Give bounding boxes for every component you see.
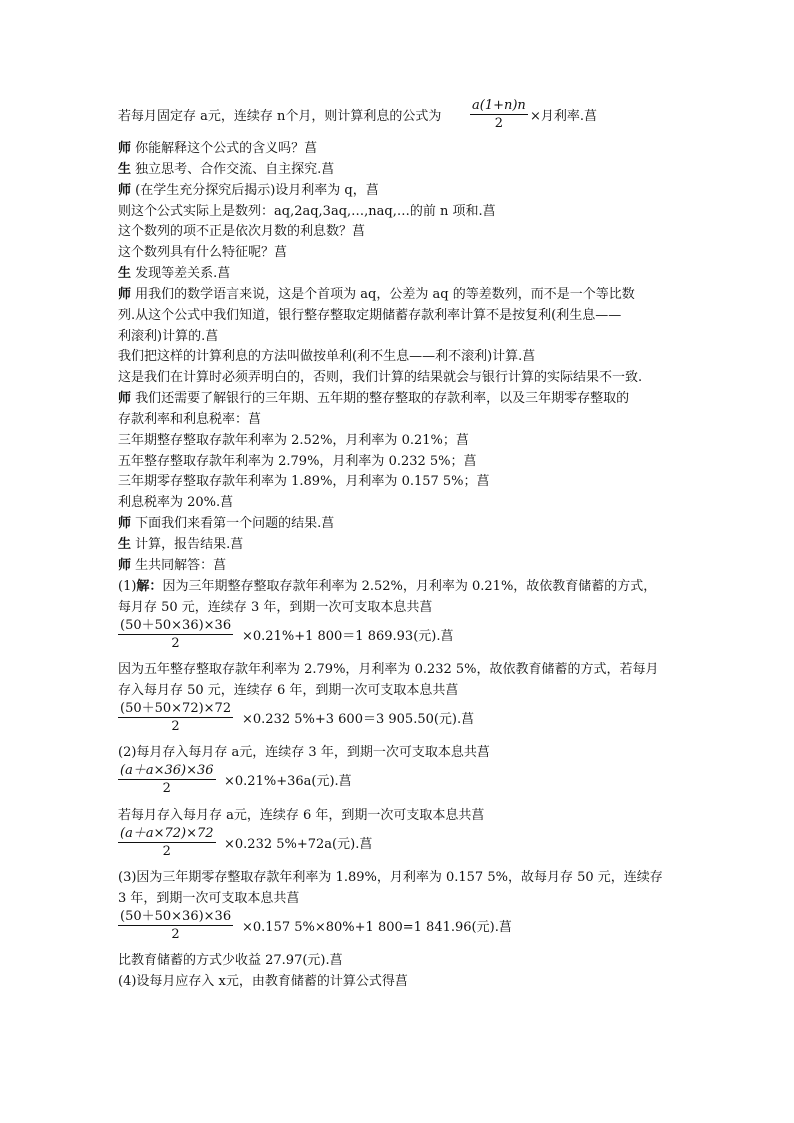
fraction-numerator: (50＋50×72)×72 (120, 701, 232, 716)
line-text: 你能解释这个公式的含义吗？菖 (135, 141, 318, 156)
solution-3-line: 3 年，到期一次可支取本息共菖 (118, 891, 300, 906)
line-text: 三年期零存整取存款年利率为 1.89%，月利率为 0.157 5%；菖 (118, 474, 490, 489)
dialogue-line (118, 183, 379, 199)
fraction-numerator: (50＋50×36)×36 (120, 618, 232, 633)
solution-line: 存入每月存 50 元，连续存 6 年，到期一次可支取本息共菖 (118, 683, 459, 698)
fraction-denominator: 2 (162, 781, 171, 796)
formula-tail: ×0.232 5%+3 600＝3 905.50(元).菖 (242, 712, 475, 727)
dialogue-line (118, 141, 317, 157)
fraction-denominator: 2 (494, 116, 504, 131)
formula-tail: ×0.21%+1 800＝1 869.93(元).菖 (242, 629, 454, 644)
dialogue-line (118, 558, 226, 574)
line-text: (在学生充分探究后揭示)设月利率为 q，菖 (135, 183, 379, 198)
line-text: 因为三年期整存整取存款年利率为 2.52%，月利率为 0.21%，故依教育储蓄的方式， (162, 579, 657, 594)
solution-3-line: (3)因为三年期零存整取存款年利率为 1.89%，月利率为 0.157 5%，故每月存 50 元，连续存 (118, 870, 663, 885)
solution-4-line: (4)设每月应存入 x元，由教育储蓄的计算公式得菖 (118, 974, 408, 989)
dialogue-line (118, 516, 334, 532)
solution-line: 若每月存入每月存 a元，连续存 6 年，到期一次可支取本息共菖 (118, 808, 485, 823)
line-text: 三年期整存整取存款年利率为 2.52%，月利率为 0.21%；菖 (118, 433, 469, 448)
line-text: 列.从这个公式中我们知道，银行整存整取定期储蓄存款利率计算不是按复利(利生息—— (118, 308, 622, 323)
formula-fraction (118, 908, 233, 944)
formula-tail: ×0.157 5%×80%+1 800=1 841.96(元).菖 (242, 920, 512, 935)
solution-1-line (118, 579, 656, 595)
dialogue-line (118, 308, 621, 324)
intro-text: 若每月固定存 a元，连续存 n个月，则计算利息的公式为 (118, 109, 442, 124)
fraction-denominator: 2 (171, 719, 180, 734)
formula-fraction (118, 700, 233, 736)
solution-1-line: 每月存 50 元，连续存 3 年，到期一次可支取本息共菖 (118, 600, 433, 615)
formula-fraction (118, 617, 233, 653)
line-text: 用我们的数学语言来说，这是个首项为 aq，公差为 aq 的等差数列，而不是一个等比数 (135, 287, 635, 302)
solution-label: 解： (136, 579, 163, 594)
line-text: 发现等差关系.菖 (135, 266, 231, 281)
line-text: 独立思考、合作交流、自主探究.菖 (135, 162, 335, 177)
speaker-label: 师 (118, 558, 132, 573)
line-text: 这个数列的项不正是依次月数的利息数？菖 (118, 224, 366, 239)
speaker-label: 生 (118, 162, 132, 177)
solution-line: 因为五年整存整取存款年利率为 2.79%，月利率为 0.232 5%，故依教育储蓄的方式，若每月 (118, 662, 659, 677)
line-text: 则这个公式实际上是数列：aq,2aq,3aq,…,naq,…的前 n 项和.菖 (118, 204, 496, 219)
dialogue-line (118, 287, 635, 303)
formula-tail: ×0.232 5%+72a(元).菖 (224, 837, 373, 852)
solution-2-line: (2)每月存入每月存 a元，连续存 3 年，到期一次可支取本息共菖 (118, 745, 490, 760)
line-text: 这是我们在计算时必须弄明白的，否则，我们计算的结果就会与银行计算的实际结果不一致. (118, 370, 643, 385)
formula-fraction (118, 762, 216, 798)
speaker-label: 师 (118, 141, 132, 156)
line-text: 下面我们来看第一个问题的结果.菖 (135, 516, 335, 531)
dialogue-line (118, 370, 642, 386)
fraction-denominator: 2 (171, 636, 180, 651)
line-text: 利息税率为 20%.菖 (118, 495, 234, 510)
line-text: 这个数列具有什么特征呢？菖 (118, 245, 288, 260)
speaker-label: 生 (118, 537, 132, 552)
speaker-label: 师 (118, 287, 132, 302)
dialogue-line (118, 454, 477, 470)
speaker-label: 生 (118, 266, 132, 281)
fraction-numerator: (a＋a×72)×72 (120, 826, 214, 841)
dialogue-line (118, 495, 233, 511)
dialogue-line (118, 474, 490, 490)
intro-tail: ×月利率.菖 (530, 109, 598, 124)
speaker-label: 师 (118, 516, 132, 531)
dialogue-line (118, 245, 287, 261)
speaker-label: 师 (118, 183, 132, 198)
line-text: 我们把这样的计算利息的方法叫做按单利(利不生息——利不滚利)计算.菖 (118, 349, 536, 364)
dialogue-line (118, 224, 365, 240)
dialogue-line (118, 204, 496, 220)
line-text: 生共同解答：菖 (135, 558, 227, 573)
formula-fraction (118, 825, 216, 861)
fraction-numerator: (a＋a×36)×36 (120, 763, 214, 778)
line-text: 利滚利)计算的.菖 (118, 329, 219, 344)
line-text: 计算，报告结果.菖 (135, 537, 244, 552)
line-text: 存款利率和利息税率：菖 (118, 412, 262, 427)
dialogue-line (118, 266, 230, 282)
speaker-label: 师 (118, 391, 132, 406)
intro-line (118, 109, 441, 125)
dialogue-line (118, 329, 218, 345)
dialogue-line (118, 349, 535, 365)
fraction-denominator: 2 (162, 844, 171, 859)
dialogue-line (118, 537, 243, 553)
dialogue-line (118, 391, 629, 407)
line-text: 我们还需要了解银行的三年期、五年期的整存整取的存款利率，以及三年期零存整取的 (135, 391, 630, 406)
formula-tail: ×0.21%+36a(元).菖 (224, 774, 352, 789)
solution-line: 比教育储蓄的方式少收益 27.97(元).菖 (118, 953, 343, 968)
solution-number: (1) (118, 579, 137, 594)
line-text: 五年整存整取存款年利率为 2.79%，月利率为 0.232 5%；菖 (118, 454, 477, 469)
interest-formula-fraction (470, 97, 528, 133)
fraction-numerator: a(1+n)n (472, 98, 526, 113)
dialogue-line (118, 412, 261, 428)
dialogue-line (118, 162, 334, 178)
fraction-numerator: (50＋50×36)×36 (120, 909, 232, 924)
fraction-denominator: 2 (171, 927, 180, 942)
dialogue-line (118, 433, 469, 449)
